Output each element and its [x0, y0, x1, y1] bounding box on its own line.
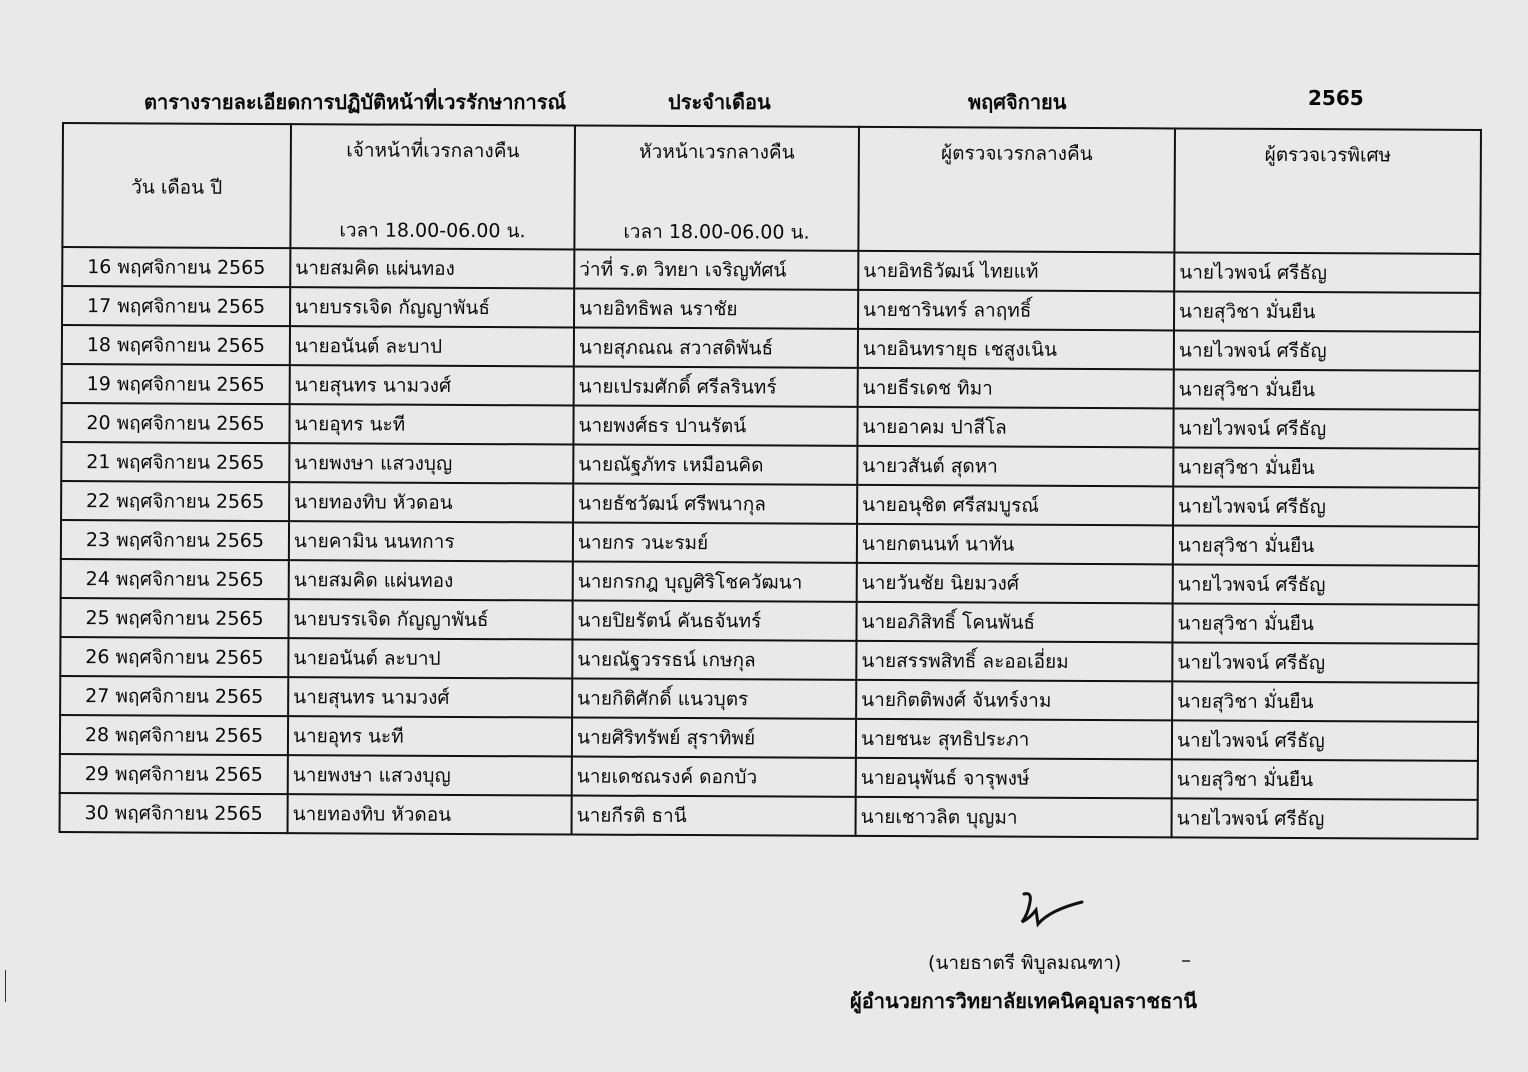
- table-row: [61, 442, 1479, 488]
- cell-head: นายเดชณรงค์ ดอกบัว: [572, 756, 856, 796]
- table-row: [60, 637, 1478, 683]
- cell-inspector: นายวันชัย นิยมวงศ์: [857, 563, 1173, 604]
- cell-date: 17 พฤศจิกายน 2565: [62, 286, 290, 326]
- cell-date: 23 พฤศจิกายน 2565: [61, 520, 289, 560]
- cell-date: 16 พฤศจิกายน 2565: [62, 247, 290, 287]
- cell-special: นายไวพจน์ ศรีธัญ: [1173, 408, 1479, 448]
- table-row: [61, 403, 1479, 449]
- cell-inspector: นายสรรพสิทธิ์ ละออเอี่ยม: [856, 641, 1172, 682]
- header-head-label: หัวหน้าเวรกลางคืน: [639, 140, 795, 164]
- table-row: [60, 793, 1478, 839]
- cell-special: นายไวพจน์ ศรีธัญ: [1172, 720, 1478, 760]
- cell-special: นายไวพจน์ ศรีธัญ: [1172, 642, 1478, 682]
- table-row: [62, 364, 1480, 410]
- document-header: [0, 86, 1528, 120]
- cell-date: 28 พฤศจิกายน 2565: [60, 715, 288, 755]
- cell-officer: นายสุนทร นามวงศ์: [288, 677, 572, 717]
- cell-special: นายไวพจน์ ศรีธัญ: [1173, 564, 1479, 604]
- header-inspector-label: ผู้ตรวจเวรกลางคืน: [940, 142, 1093, 166]
- cell-officer: นายทองทิบ หัวดอน: [288, 794, 572, 834]
- cell-special: นายสุวิชา มั่นยืน: [1172, 681, 1478, 721]
- cell-date: 26 พฤศจิกายน 2565: [60, 637, 288, 677]
- table-row: [62, 247, 1480, 293]
- cell-special: นายไวพจน์ ศรีธัญ: [1174, 330, 1480, 370]
- cell-head: นายธัชวัฒน์ ศรีพนากุล: [573, 484, 857, 524]
- cell-officer: นายอุทร นะที: [288, 716, 572, 756]
- signature-mark: [1018, 888, 1088, 932]
- header-date-label: วัน เดือน ปี: [131, 176, 223, 199]
- table-row: [60, 676, 1478, 722]
- cell-date: 22 พฤศจิกายน 2565: [61, 481, 289, 521]
- cell-inspector: นายวสันต์ สุดหา: [857, 446, 1173, 487]
- document-title: ตารางรายละเอียดการปฏิบัติหน้าที่เวรรักษาการณ์: [144, 90, 567, 114]
- cell-officer: นายอุทร นะที: [289, 404, 573, 444]
- cell-date: 19 พฤศจิกายน 2565: [62, 364, 290, 404]
- cell-officer: นายบรรเจิด กัญญาพันธ์: [290, 287, 574, 327]
- cell-inspector: นายชนะ สุทธิประภา: [856, 719, 1172, 760]
- table-row: [60, 598, 1478, 644]
- month-label: ประจำเดือน: [668, 90, 771, 114]
- cell-officer: นายอนันต์ ละบาป: [288, 638, 572, 678]
- table-row: [62, 286, 1480, 332]
- cell-special: นายสุวิชา มั่นยืน: [1173, 525, 1479, 565]
- cell-officer: นายพงษา แสวงบุญ: [289, 443, 573, 483]
- cell-head: นายเปรมศักดิ์ ศรีลรินทร์: [574, 367, 858, 407]
- cell-inspector: นายอาคม ปาสีโล: [857, 407, 1173, 448]
- cell-special: นายไวพจน์ ศรีธัญ: [1173, 486, 1479, 526]
- cell-inspector: นายอนุพันธ์ จารุพงษ์: [856, 758, 1172, 799]
- cell-date: 25 พฤศจิกายน 2565: [60, 598, 288, 638]
- cell-special: นายสุวิชา มั่นยืน: [1174, 369, 1480, 409]
- cell-officer: นายอนันต์ ละบาป: [290, 326, 574, 366]
- cell-head: นายสุภณณ สวาสดิพันธ์: [574, 328, 858, 368]
- table-row: [60, 715, 1478, 761]
- table-row: [62, 325, 1480, 371]
- cell-officer: นายสมคิด แผ่นทอง: [289, 560, 573, 600]
- cell-special: นายสุวิชา มั่นยืน: [1172, 759, 1478, 799]
- cell-inspector: นายกตนนท์ นาทัน: [857, 524, 1173, 565]
- cell-date: 18 พฤศจิกายน 2565: [62, 325, 290, 365]
- cell-head: นายกิติศักดิ์ แนวบุตร: [572, 679, 856, 719]
- table-row: [60, 754, 1478, 800]
- cell-officer: นายคามิน นนทการ: [289, 521, 573, 561]
- cell-inspector: นายอภิสิทธิ์ โคนพันธ์: [856, 602, 1172, 643]
- cell-head: นายกร วนะรมย์: [573, 523, 857, 563]
- cell-special: นายสุวิชา มั่นยืน: [1174, 291, 1480, 331]
- cell-date: 20 พฤศจิกายน 2565: [61, 403, 289, 443]
- signer-name: (นายธาตรี พิบูลมณฑา): [928, 952, 1122, 974]
- month-value: พฤศจิกายน: [968, 90, 1067, 114]
- cell-head: ว่าที่ ร.ต วิทยา เจริญทัศน์: [574, 250, 858, 290]
- header-officer-time: เวลา 18.00-06.00 น.: [339, 219, 526, 243]
- header-officer: [290, 124, 575, 249]
- cell-officer: นายพงษา แสวงบุญ: [288, 755, 572, 795]
- duty-schedule-table: [59, 122, 1482, 840]
- table-header-row: [62, 123, 1481, 254]
- cell-officer: นายสมคิด แผ่นทอง: [290, 248, 574, 288]
- cell-date: 21 พฤศจิกายน 2565: [61, 442, 289, 482]
- table-row: [61, 559, 1479, 605]
- cell-special: นายสุวิชา มั่นยืน: [1173, 447, 1479, 487]
- cell-head: นายศิริทรัพย์ สุราทิพย์: [572, 717, 856, 757]
- header-special-label: ผู้ตรวจเวรพิเศษ: [1264, 143, 1392, 167]
- cell-special: นายสุวิชา มั่นยืน: [1172, 603, 1478, 643]
- header-inspector: [858, 127, 1175, 253]
- cell-inspector: นายอินทรายุธ เชสูงเนิน: [858, 329, 1174, 370]
- cell-head: นายกีรติ ธานี: [572, 795, 856, 835]
- cell-officer: นายสุนทร นามวงศ์: [290, 365, 574, 405]
- year-value: 2565: [1308, 86, 1364, 110]
- cell-inspector: นายเชาวลิต บุญมา: [856, 797, 1172, 838]
- table-row: [61, 481, 1479, 527]
- cell-special: นายไวพจน์ ศรีธัญ: [1174, 252, 1480, 292]
- cell-inspector: นายชารินทร์ ลาฤทธิ์: [858, 290, 1174, 331]
- cell-head: นายอิทธิพล นราชัย: [574, 289, 858, 329]
- header-officer-label: เจ้าหน้าที่เวรกลางคืน: [346, 139, 520, 163]
- cell-inspector: นายกิตติพงศ์ จันทร์งาม: [856, 680, 1172, 721]
- header-special: [1174, 128, 1481, 253]
- cell-inspector: นายธีรเดช ทิมา: [858, 368, 1174, 409]
- cell-officer: นายบรรเจิด กัญญาพันธ์: [288, 599, 572, 639]
- signer-position: ผู้อำนวยการวิทยาลัยเทคนิคอุบลราชธานี: [850, 989, 1198, 1013]
- cell-head: นายกรกฎ บุญศิริโชควัฒนา: [573, 562, 857, 602]
- edge-line: [5, 970, 6, 1002]
- cell-special: นายไวพจน์ ศรีธัญ: [1172, 798, 1478, 838]
- cell-head: นายณัฐวรรธน์ เกษกุล: [572, 640, 856, 680]
- stray-mark: [1182, 960, 1190, 962]
- cell-head: นายพงศ์ธร ปานรัตน์: [573, 406, 857, 446]
- header-head-time: เวลา 18.00-06.00 น.: [623, 220, 810, 244]
- cell-inspector: นายอิทธิวัฒน์ ไทยแท้: [858, 251, 1174, 292]
- cell-inspector: นายอนุชิต ศรีสมบูรณ์: [857, 485, 1173, 526]
- header-head: [574, 126, 859, 251]
- table-row: [61, 520, 1479, 566]
- cell-head: นายณัฐภัทร เหมือนคิด: [573, 445, 857, 485]
- cell-date: 27 พฤศจิกายน 2565: [60, 676, 288, 716]
- header-date: [62, 123, 291, 248]
- cell-head: นายปิยรัตน์ คันธจันทร์: [572, 601, 856, 641]
- cell-date: 29 พฤศจิกายน 2565: [60, 754, 288, 794]
- cell-date: 30 พฤศจิกายน 2565: [60, 793, 288, 833]
- cell-date: 24 พฤศจิกายน 2565: [61, 559, 289, 599]
- cell-officer: นายทองทิบ หัวดอน: [289, 482, 573, 522]
